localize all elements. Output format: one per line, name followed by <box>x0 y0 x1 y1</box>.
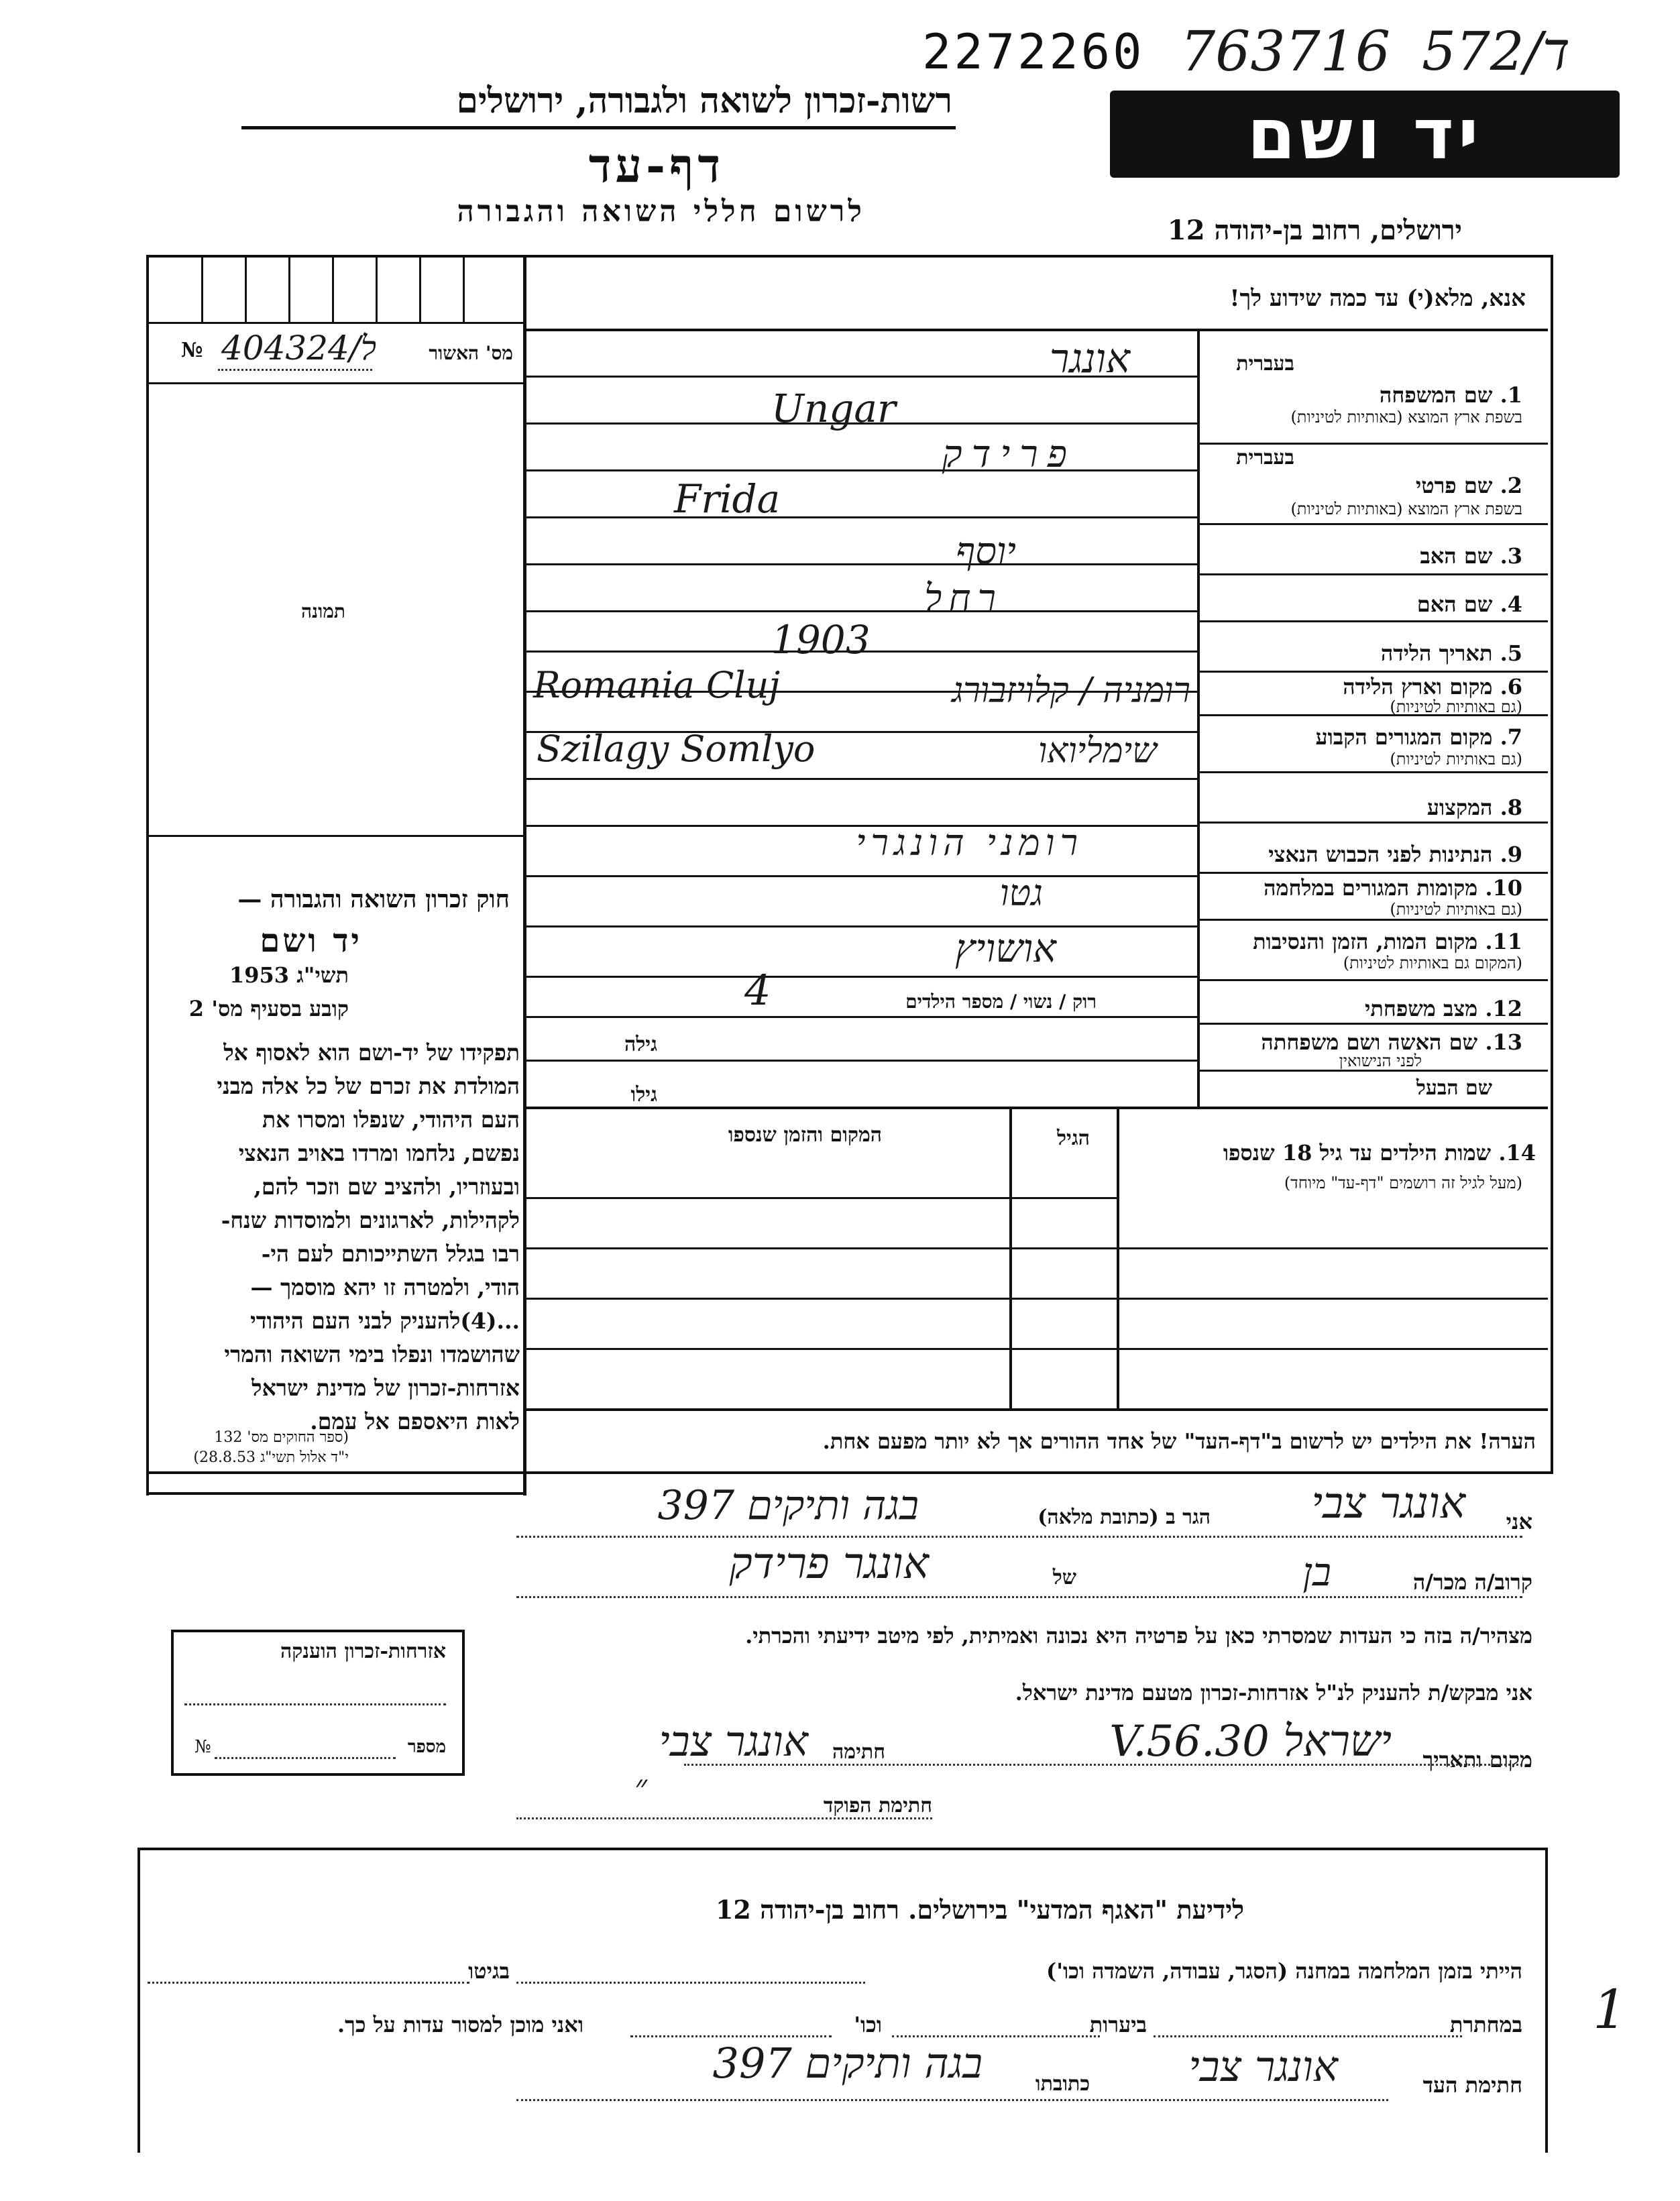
wife-age-label: גילה <box>624 1033 657 1056</box>
label-column-divider <box>1197 329 1200 1107</box>
field-10-label: 10. מקומות המגורים במלחמה <box>1264 875 1522 901</box>
bottom-line1-a: הייתי בזמן המלחמה במחנה (הסגר, עבודה, השמדה וכו') <box>1046 1958 1522 1984</box>
bottom-line2-d: ואני מוכן למסור עדות על כך. <box>337 2012 583 2037</box>
approval-no-sign: № <box>181 339 203 362</box>
law-logo: יד ושם <box>260 922 362 960</box>
field-10-value: גטו <box>999 872 1043 914</box>
field-1-label: 1. שם המשפחה <box>1379 382 1522 408</box>
field-6-value-hebrew: רומניה / קלויזבורג <box>952 671 1190 711</box>
address-value: בגה ותיקים 397 <box>657 1482 919 1529</box>
field-8-label: 8. המקצוע <box>1426 795 1522 820</box>
approval-number: 404324/ל <box>221 329 377 368</box>
law-heading: חוק זכרון השואה והגבורה — <box>237 885 510 913</box>
children-place-column: המקום והזמן שנספו <box>728 1123 882 1147</box>
field-14-sub: (מעל לגיל זה רושמים "דף-עד" מיוחד) <box>1284 1174 1522 1192</box>
field-2-label: 2. שם פרטי <box>1415 473 1522 498</box>
law-reference-1: (ספר החוקים מס' 132 <box>214 1429 349 1446</box>
law-line: לקהילות, לארגונים ולמוסדות שנח- <box>221 1207 520 1233</box>
law-line: ובעוזריו, ולהציב שם וזכר להם, <box>254 1174 520 1200</box>
law-line: נפשם, נלחמו ומרדו באויב הנאצי <box>238 1140 520 1166</box>
field-12-value: 4 <box>744 966 771 1015</box>
bottom-line2-b: ביערות <box>1089 2012 1147 2037</box>
residing-label: הגר ב (כתובת מלאה) <box>1038 1506 1211 1529</box>
field-5-label: 5. תאריך הלידה <box>1380 640 1522 666</box>
form-instruction: אנא, מלא(י) עד כמה שידוע לך! <box>1229 285 1526 312</box>
witness-address-value: בגה ותיקים 397 <box>712 2039 983 2088</box>
field-12-options: רוק / נשוי / מספר הילדים <box>905 991 1097 1013</box>
serial-number: 2272260 <box>922 23 1145 80</box>
field-7-value-hebrew: שימליואו <box>1038 731 1157 771</box>
of-value: אונגר פרידק <box>729 1539 929 1589</box>
field-6-sub: (גם באותיות לטיניות) <box>1390 697 1522 716</box>
field-1-value-latin: Ungar <box>771 386 896 431</box>
yad-vashem-logo <box>1110 91 1620 178</box>
page-reference: 572/ד <box>1422 20 1570 82</box>
witness-signature-label: חתימת העד <box>1422 2072 1522 2098</box>
handwritten-number: 763716 <box>1180 20 1391 84</box>
witness-name: אונגר צבי <box>1311 1479 1465 1528</box>
field-6-value-latin: Romania Cluj <box>533 664 781 706</box>
field-9-value: רומני הונגרי <box>856 822 1083 864</box>
signature-label: חתימה <box>832 1740 885 1764</box>
field-13-label: 13. שם האשה ושם משפחתה <box>1261 1029 1522 1055</box>
field-13-sub: לפני הנישואין <box>1339 1052 1422 1070</box>
declaration-i-label: אני <box>1506 1509 1532 1534</box>
law-line: הודי, ולמטרה זו יהא מוסמך — <box>250 1274 520 1300</box>
bottom-section-top <box>137 1848 1548 1850</box>
law-year: תשי"ג 1953 <box>229 962 349 988</box>
memorial-citizenship-title: אזרחות-זכרון הוענקה <box>280 1640 446 1663</box>
field-14-label: 14. שמות הילדים עד גיל 18 שנספו <box>1223 1140 1536 1166</box>
law-line: העם היהודי, שנפלו ומסרו את <box>262 1107 520 1133</box>
header-address: ירושלים, רחוב בן-יהודה 12 <box>1167 215 1462 246</box>
bottom-line2-a: במחתרת <box>1449 2012 1522 2037</box>
approval-divider <box>146 382 525 384</box>
in-hebrew-label-2: בעברית <box>1236 446 1294 469</box>
field-1-value-hebrew: אונגר <box>1049 335 1130 382</box>
witness-address-label: כתובתו <box>1035 2072 1090 2096</box>
bottom-line2-c: וכו' <box>854 2012 882 2037</box>
field-10-sub: (גם באותיות לטיניות) <box>1390 900 1522 919</box>
field-6-label: 6. מקום וארץ הלידה <box>1343 674 1522 699</box>
margin-mark: 1 <box>1593 1978 1627 2041</box>
husband-age-label: גילו <box>630 1083 657 1107</box>
field-1-sub: בשפת ארץ המוצא (באותיות לטיניות) <box>1290 408 1522 427</box>
children-note: הערה! את הילדים יש לרשום ב"דף-העד" של אחד ההורים אך לא יותר מפעם אחת. <box>822 1428 1536 1454</box>
children-age-column: הגיל <box>1056 1127 1090 1150</box>
of-label: של <box>1052 1566 1076 1589</box>
authority-name: רשות-זכרון לשואה ולגבורה, ירושלים <box>456 80 952 121</box>
relation-value: בן <box>1302 1549 1331 1595</box>
logo-text: יד ושם <box>1247 93 1483 175</box>
witness-signature-value: אונגר צבי <box>1188 2042 1338 2091</box>
field-7-value-latin: Szilagy Somlyo <box>537 728 816 770</box>
place-date-label: מקום ותאריך <box>1422 1747 1532 1772</box>
header-rule <box>241 126 956 129</box>
law-line: תפקידו של יד-ושם הוא לאסוף אל <box>223 1039 520 1066</box>
page-subtitle: לרשום חללי השואה והגבורה <box>457 194 865 229</box>
page-title: דף-עד <box>588 137 724 193</box>
declaration-statement: מצהיר/ה בזה כי העדות שמסרתי כאן על פרטיה היא נכונה ואמיתית, לפי מיטב ידיעתי והכרתי. <box>745 1623 1532 1648</box>
field-2-sub: בשפת ארץ המוצא (באותיות לטיניות) <box>1290 500 1522 518</box>
field-4-label: 4. שם האם <box>1416 591 1522 617</box>
field-4-value: רחל <box>924 577 1003 620</box>
field-12-label: 12. מצב משפחתי <box>1365 996 1522 1021</box>
law-line: לאות היאספם אל עמם. <box>310 1408 520 1434</box>
law-text <box>158 1036 520 1438</box>
husband-label: שם הבעל <box>1416 1076 1492 1100</box>
law-clause: קובע בסעיף מס' 2 <box>188 996 349 1021</box>
law-line: שהושמדו ונפלו בימי השואה והמרי <box>224 1341 520 1367</box>
bottom-line1-b: בגיטו <box>468 1958 510 1984</box>
memorial-citizenship-number-label: מספר <box>407 1737 446 1757</box>
field-11-sub: (המקום גם באותיות לטיניות) <box>1343 954 1522 972</box>
relative-label: קרוב/ה מכר/ה <box>1412 1569 1532 1595</box>
bottom-section-right <box>1545 1848 1548 2153</box>
signature-value: אונגר צבי <box>659 1717 808 1766</box>
officer-label: חתימת הפוקד <box>823 1794 932 1817</box>
in-hebrew-label-1: בעברית <box>1236 352 1294 376</box>
field-9-label: 9. הנתינות לפני הכבוש הנאצי <box>1268 842 1522 867</box>
left-panel-bottom <box>146 1492 526 1495</box>
field-11-value: אושויץ <box>955 925 1056 971</box>
declaration-request: אני מבקש/ת להעניק לנ"ל אזרחות-זכרון מטעם מדינת ישראל. <box>1015 1680 1532 1705</box>
field-3-value: יוסף <box>956 530 1016 573</box>
field-11-label: 11. מקום המות, הזמן והנסיבות <box>1253 929 1522 954</box>
left-panel-outer <box>146 255 149 1495</box>
field-2-value-latin: Frida <box>674 476 781 522</box>
field-3-label: 3. שם האב <box>1420 543 1522 569</box>
officer-value: ״ <box>634 1767 647 1806</box>
law-line: ...(4)להעניק לבני העם היהודי <box>250 1308 520 1334</box>
law-line: אזרחות-זכרון של מדינת ישראל <box>251 1375 520 1401</box>
law-line: רבו בגלל השתייכותם לעם הי- <box>261 1241 520 1267</box>
law-line: המולדת את זכרם של כל אלה מבני <box>217 1073 520 1099</box>
approval-label: מס' האשור <box>429 342 513 364</box>
field-7-label: 7. מקום המגורים הקבוע <box>1315 724 1522 750</box>
law-reference-2: י"ד אלול תשי"ג 28.8.53) <box>193 1449 349 1466</box>
field-2-value-hebrew: פרידק <box>942 433 1076 476</box>
photo-label: תמונה <box>300 600 345 622</box>
bottom-heading: לידיעת "האגף המדעי" בירושלים. רחוב בן-יהודה 12 <box>715 1895 1244 1925</box>
memorial-citizenship-no-sign: № <box>194 1737 211 1757</box>
place-date-value: ישראל 30.V.56 <box>1109 1717 1392 1766</box>
field-7-sub: (גם באותיות לטיניות) <box>1390 750 1522 769</box>
field-5-value: 1903 <box>771 617 871 663</box>
bottom-section-left <box>137 1848 140 2153</box>
